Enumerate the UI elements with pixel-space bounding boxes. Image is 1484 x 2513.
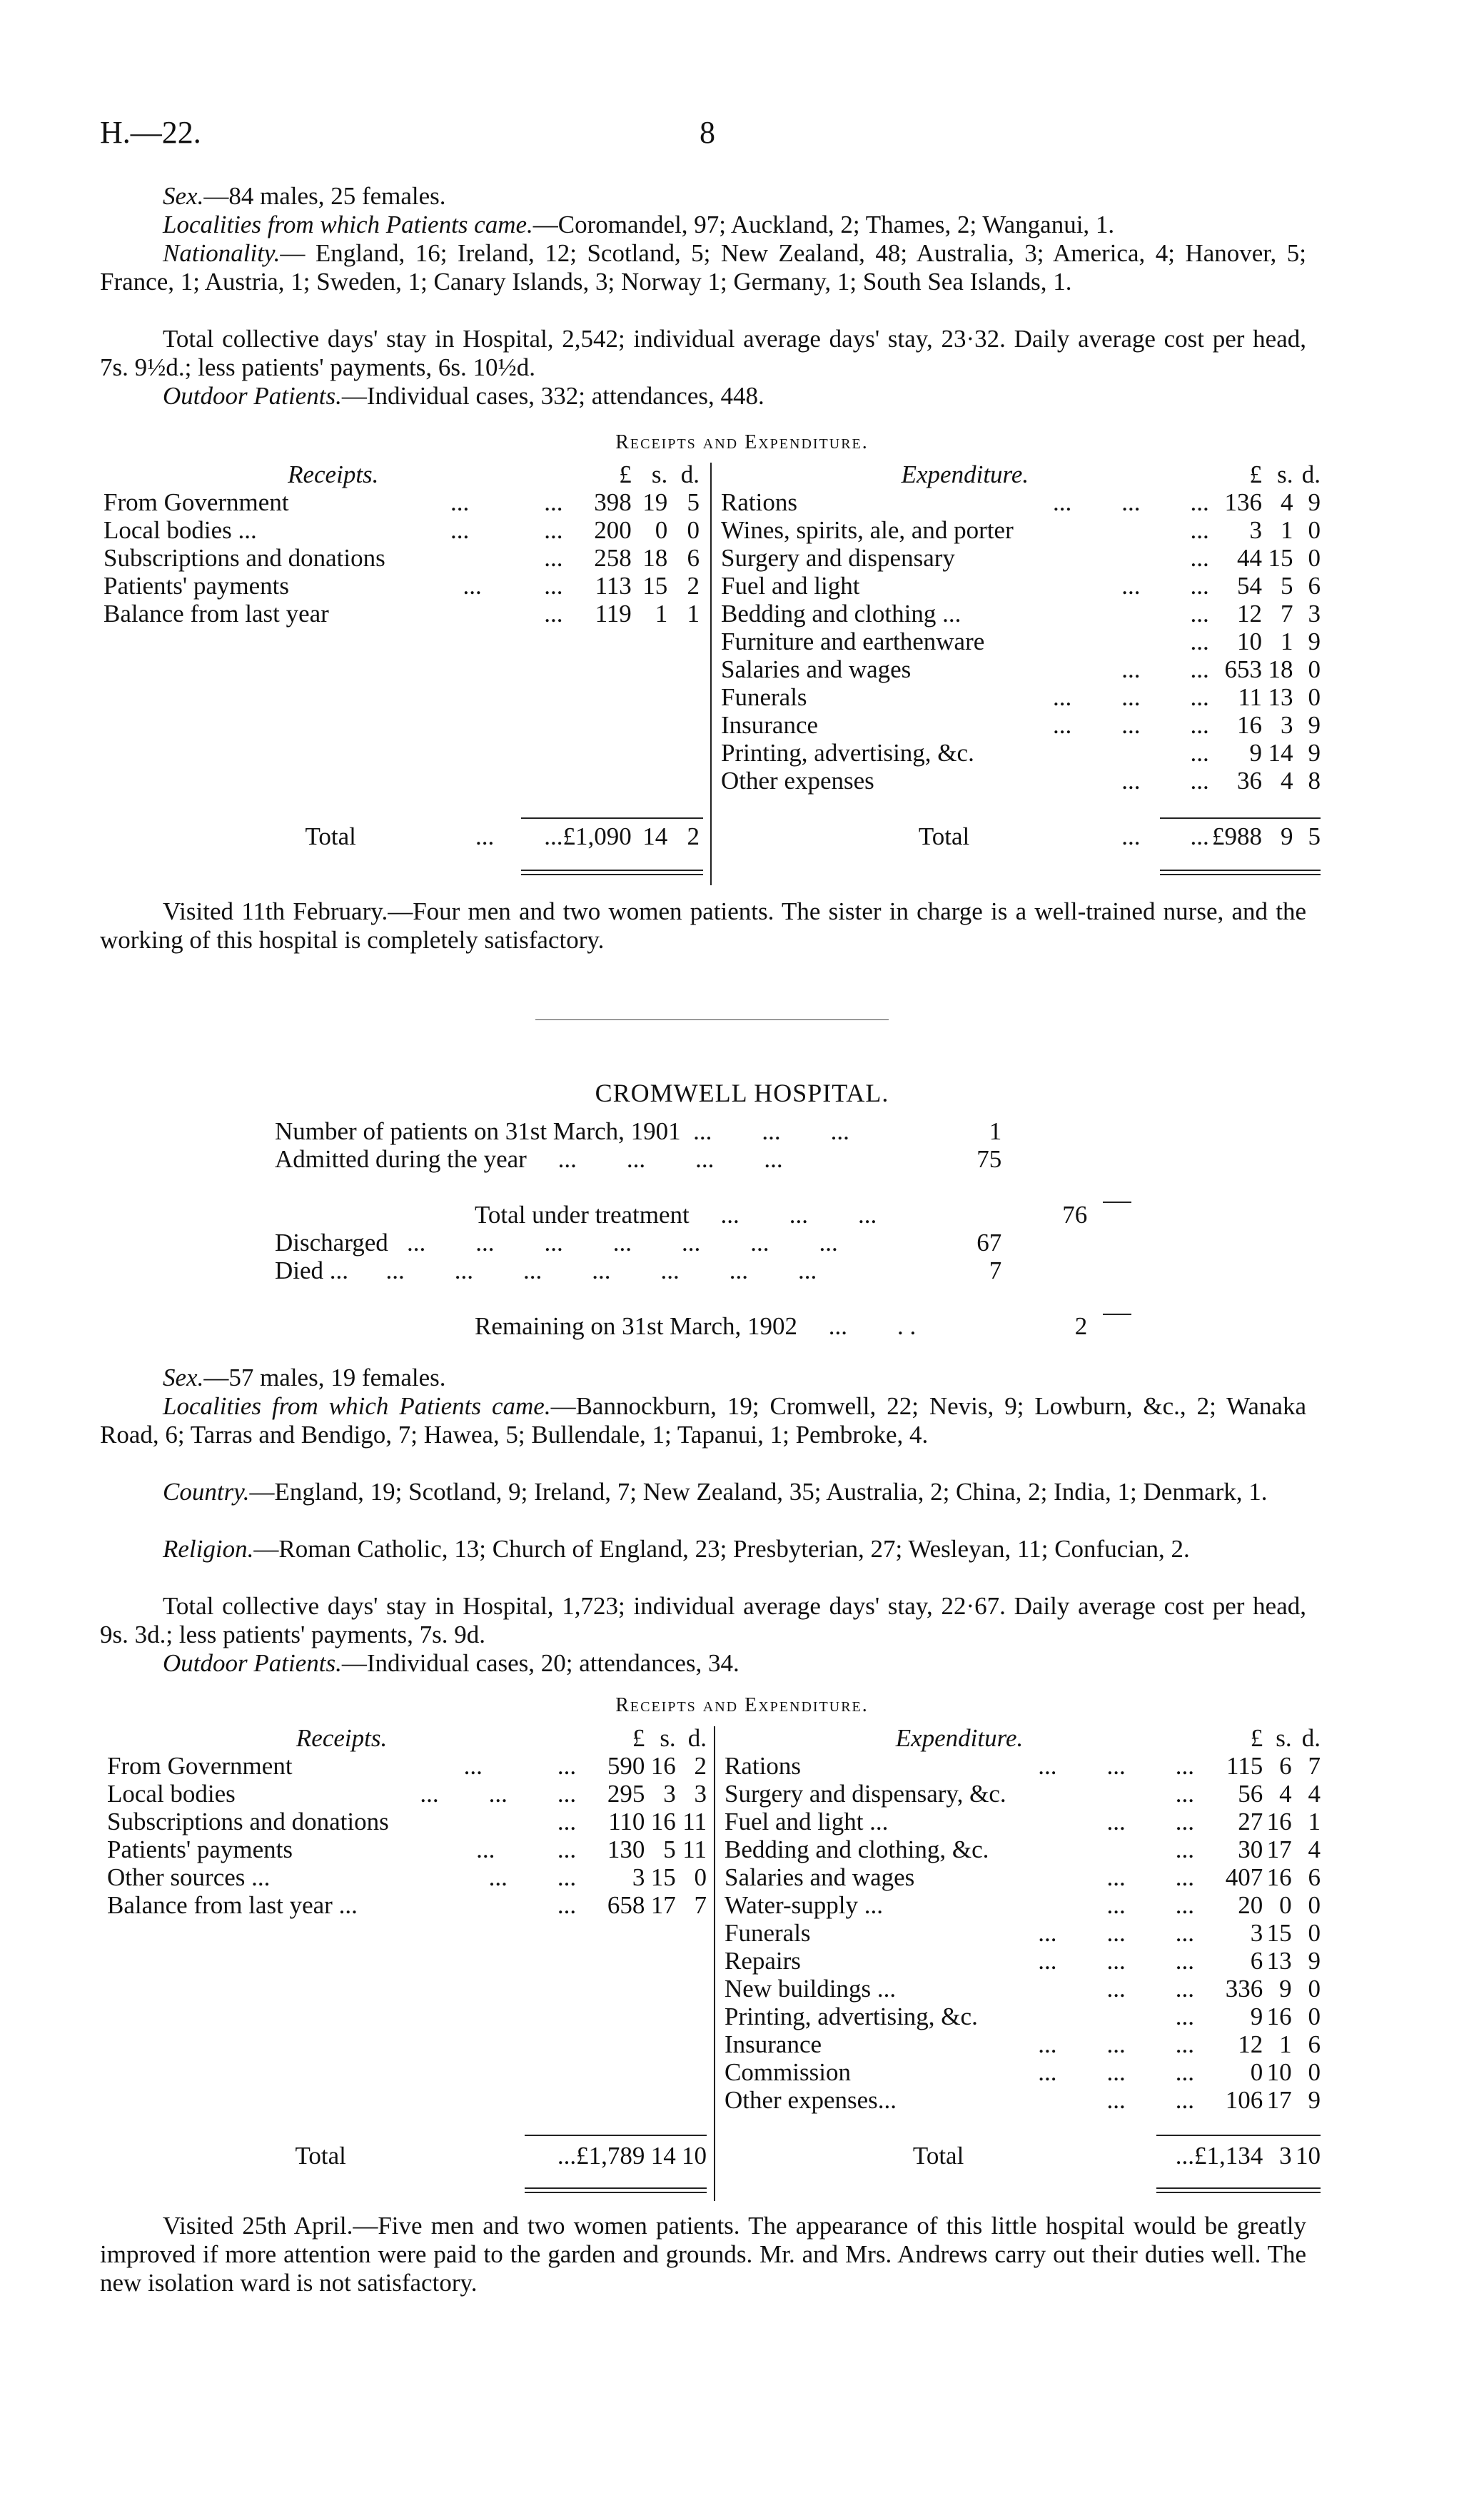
shillings: 6 [1279,1752,1292,1780]
shillings: 18 [642,544,668,572]
shillings: 4 [1279,1780,1292,1808]
total-row [107,2142,707,2170]
account-row [725,2003,1321,2030]
pounds: 27 [1238,1808,1263,1835]
pounds: 200 [594,516,632,544]
pounds: 590 [607,1752,645,1780]
pence: 0 [694,1863,707,1891]
account-row [725,1808,1321,1835]
pence: 9 [1308,628,1321,655]
stat-row: Remaining on 31st March, 1902 ... . . 2 [475,1312,1088,1340]
leader-dots: ... ... ... [1053,711,1209,739]
pence: 8 [1308,767,1321,795]
leader-dots: ... ... [475,822,563,850]
leader-dots: ... ... [450,516,563,544]
account-label: Subscriptions and donations [104,544,385,572]
leader-dots: ... ... [1106,2086,1194,2114]
pounds: 110 [608,1808,645,1835]
account-label: Balance from last year ... [107,1891,358,1919]
pence: 6 [1308,1863,1321,1891]
account-label: Furniture and earthenware [721,628,985,655]
pounds: 130 [607,1835,645,1863]
shillings: 19 [642,488,668,516]
total-shillings: 9 [1281,822,1293,850]
shillings: 3 [1281,711,1293,739]
account-row [725,1863,1321,1891]
pounds: 12 [1237,600,1263,628]
leader-dots: ... ... ... [1038,1752,1194,1780]
account-label: New buildings ... [725,1975,897,2003]
total-row [725,2142,1321,2170]
sex-line: Sex.—84 males, 25 females. [163,182,446,210]
stat-row: Total under treatment ... ... ... 76 [475,1201,1088,1229]
shillings: 15 [642,572,668,600]
shillings: 4 [1281,767,1293,795]
column-heading: Expenditure. [901,460,1029,488]
account-row [104,600,700,628]
column-heading: Receipts. [288,460,379,488]
total-shillings: 14 [650,2142,676,2170]
pence-header: d. [1301,460,1321,488]
shillings: 15 [1268,544,1293,572]
shillings: 5 [1281,572,1293,600]
account-label: Surgery and dispensary [721,544,955,572]
account-row [107,1863,707,1891]
total-pounds: £1,134 [1193,2142,1263,2170]
shillings-header: s. [651,460,668,488]
total-rule [525,2135,707,2136]
pence-header: d. [680,460,700,488]
leader-dots: ... ... ... [1053,488,1209,516]
leader-dots: ... ... [1106,1891,1194,1919]
outdoor-line: Outdoor Patients.—Individual cases, 332; attendances, 448. [163,382,764,410]
subtotal-rule [1103,1314,1131,1315]
total-shillings: 3 [1279,2142,1292,2170]
account-row [725,2086,1321,2114]
leader-dots: ... [1190,544,1209,572]
pounds: 20 [1238,1891,1263,1919]
leader-dots: ... [557,1808,577,1835]
page-number: 8 [700,115,715,150]
pence: 11 [682,1835,707,1863]
shillings: 13 [1266,1947,1292,1975]
shillings: 13 [1268,683,1293,711]
total-label: Total [918,822,970,850]
pounds: 3 [632,1863,645,1891]
account-label: Other expenses [721,767,874,795]
total-pounds: £988 [1212,822,1263,850]
shillings: 14 [1268,739,1293,767]
shillings: 15 [1266,1919,1292,1947]
account-row [107,1780,707,1808]
account-row [721,767,1321,795]
pounds: 0 [1250,2058,1263,2086]
double-rule [525,2187,707,2193]
account-row [104,516,700,544]
pounds: 36 [1237,767,1263,795]
expenditure-table [721,460,1321,850]
account-row [721,711,1321,739]
pence-header: d. [1301,1724,1321,1752]
account-row [725,1835,1321,1863]
pence: 0 [1308,655,1321,683]
stat-row: Number of patients on 31st March, 1901 ... ... ... 1 [275,1117,1002,1145]
pounds: 44 [1237,544,1263,572]
pence: 9 [1308,2086,1321,2114]
visited-paragraph: Visited 11th February.—Four men and two women patients. The sister in charge is a well-trained nurse, and the working of this hospital is completely satisfactory. [100,897,1306,954]
account-label: Insurance [721,711,819,739]
center-rule [710,463,712,885]
shillings: 16 [650,1808,676,1835]
account-row [721,488,1321,516]
total-rule [521,817,703,819]
account-row [725,2030,1321,2058]
leader-dots: ... ... ... [1038,2058,1194,2086]
leader-dots: ... ... [1106,1863,1194,1891]
leader-dots: ... ... [463,1752,577,1780]
account-label: Surgery and dispensary, &c. [725,1780,1006,1808]
total-shillings: 14 [642,822,668,850]
localities-paragraph: Localities from which Patients came.—Bannockburn, 19; Cromwell, 22; Nevis, 9; Lowburn, &c., 2; Wanaka Road, 6; Tarras and Bendigo, 7; Hawea, 5; Bullendale, 1; Tapanui, 1; Pembroke, 4. [100,1392,1306,1449]
shillings: 16 [1266,1863,1292,1891]
total-pence: 2 [687,822,700,850]
account-label: From Government [107,1752,293,1780]
pounds: 3 [1250,1919,1263,1947]
leader-dots: ... [1190,600,1209,628]
leader-dots: ... [1190,516,1209,544]
account-label: Other sources ... [107,1863,271,1891]
shillings-header: s. [1276,1724,1292,1752]
pence: 0 [1308,2058,1321,2086]
column-heading: Expenditure. [895,1724,1024,1752]
pounds: 12 [1238,2030,1263,2058]
localities-line: Localities from which Patients came.—Coromandel, 97; Auckland, 2; Thames, 2; Wanganui, 1. [163,211,1115,238]
account-row [725,1919,1321,1947]
shillings-header: s. [1277,460,1293,488]
total-label: Total [305,822,356,850]
leader-dots: ... [544,544,563,572]
account-row [721,683,1321,711]
pounds: 3 [1249,516,1263,544]
account-label: Water-supply ... [725,1891,883,1919]
column-header-row [107,1724,707,1752]
account-label: Funerals [721,683,807,711]
leader-dots: ... ... [1106,1975,1194,2003]
leader-dots: ... [1190,739,1209,767]
stat-row: Died ... ... ... ... ... ... ... ... 7 [275,1256,1002,1284]
column-header-row [104,460,700,488]
leader-dots: ... [1175,2142,1194,2170]
pence: 0 [687,516,700,544]
pounds: 106 [1225,2086,1263,2114]
shillings: 7 [1281,600,1293,628]
leader-dots: ... [1175,1780,1194,1808]
double-rule [1160,870,1321,875]
pence: 3 [694,1780,707,1808]
total-label: Total [295,2142,346,2170]
shillings: 17 [1266,2086,1292,2114]
column-header-row [725,1724,1321,1752]
account-row [721,516,1321,544]
total-rule [1156,2135,1321,2136]
account-row [721,544,1321,572]
stat-row: Discharged ... ... ... ... ... ... ... 67 [275,1229,1002,1256]
total-pounds: £1,789 [576,2142,645,2170]
account-row [104,488,700,516]
pounds-header: £ [619,460,632,488]
account-label: Funerals [725,1919,811,1947]
shillings: 5 [663,1835,676,1863]
pence: 0 [1308,1975,1321,2003]
pence: 0 [1308,516,1321,544]
leader-dots: ... ... ... [1038,1919,1194,1947]
total-pence: 5 [1308,822,1321,850]
total-row [104,822,700,850]
country-paragraph: Country.—England, 19; Scotland, 9; Ireland, 7; New Zealand, 35; Australia, 2; China, 2; India, 1; Denmark, 1. [163,1478,1268,1506]
account-label: Patients' payments [107,1835,293,1863]
account-row [721,600,1321,628]
pence: 0 [1308,1891,1321,1919]
account-row [104,572,700,600]
pounds: 398 [594,488,632,516]
account-row [721,572,1321,600]
account-label: Repairs [725,1947,801,1975]
pounds: 113 [595,572,632,600]
leader-dots: ... ... [476,1835,577,1863]
shillings: 15 [650,1863,676,1891]
account-row [721,655,1321,683]
pence: 0 [1308,544,1321,572]
shillings: 16 [1266,2003,1292,2030]
shillings: 0 [1279,1891,1292,1919]
pounds: 336 [1225,1975,1263,2003]
subtotal-rule [1103,1202,1131,1203]
pence-header: d. [687,1724,707,1752]
leader-dots: ... ... [1121,572,1209,600]
double-rule [521,870,703,875]
pounds: 658 [607,1891,645,1919]
expenditure-table [725,1724,1321,2170]
total-label: Total [912,2142,964,2170]
shillings: 18 [1268,655,1293,683]
column-header-row [721,460,1321,488]
pounds: 295 [607,1780,645,1808]
total-rule [1160,817,1321,819]
leader-dots: ... [557,1891,577,1919]
shillings: 1 [1281,628,1293,655]
pounds-header: £ [1249,460,1263,488]
shillings: 1 [1279,2030,1292,2058]
pence: 6 [1308,2030,1321,2058]
outdoor-line: Outdoor Patients.—Individual cases, 20; attendances, 34. [163,1649,740,1677]
shillings: 4 [1281,488,1293,516]
leader-dots: ... ... [488,1863,577,1891]
account-row [721,739,1321,767]
column-heading: Receipts. [296,1724,388,1752]
shillings: 0 [655,516,668,544]
shillings: 1 [655,600,668,628]
stat-row: Admitted during the year ... ... ... ... 75 [275,1145,1002,1173]
pence: 9 [1308,739,1321,767]
pence: 2 [694,1752,707,1780]
stay-paragraph: Total collective days' stay in Hospital, 1,723; individual average days' stay, 22·67. Daily average cost per head, 9s. 3d.; less patients' payments, 7s. 9d. [100,1592,1306,1648]
pence: 11 [682,1808,707,1835]
receipts-table [107,1724,707,2170]
receipts-table [104,460,700,850]
pounds: 6 [1250,1947,1263,1975]
stay-paragraph: Total collective days' stay in Hospital, 2,542; individual average days' stay, 23·32. Daily average cost per head, 7s. 9½d.; less patients' payments, 6s. 10½d. [100,325,1306,381]
leader-dots: ... ... ... [1038,2030,1194,2058]
leader-dots: ... [557,2142,577,2170]
shillings: 16 [1266,1808,1292,1835]
pence: 4 [1308,1780,1321,1808]
account-label: Salaries and wages [721,655,912,683]
account-row [104,544,700,572]
pounds: 11 [1238,683,1263,711]
account-label: Printing, advertising, &c. [721,739,974,767]
account-label: Subscriptions and donations [107,1808,389,1835]
account-label: Salaries and wages [725,1863,915,1891]
account-label: Bedding and clothing ... [721,600,961,628]
account-label: Local bodies [107,1780,236,1808]
account-row [721,628,1321,655]
account-label: Wines, spirits, ale, and porter [721,516,1014,544]
leader-dots: ... ... ... [420,1780,577,1808]
leader-dots: ... [1190,628,1209,655]
account-label: Fuel and light [721,572,860,600]
pence: 5 [687,488,700,516]
pence: 7 [694,1891,707,1919]
shillings: 16 [650,1752,676,1780]
pence: 6 [1308,572,1321,600]
account-label: Insurance [725,2030,822,2058]
pence: 9 [1308,488,1321,516]
leader-dots: ... ... ... [1038,1947,1194,1975]
leader-dots: ... [1175,2003,1194,2030]
pence: 2 [687,572,700,600]
pence: 9 [1308,1947,1321,1975]
pounds: 56 [1238,1780,1263,1808]
pounds: 407 [1225,1863,1263,1891]
account-label: Fuel and light ... [725,1808,889,1835]
pence: 9 [1308,711,1321,739]
leader-dots: ... ... [1121,767,1209,795]
pounds: 119 [595,600,632,628]
total-pounds: £1,090 [562,822,632,850]
shillings: 17 [1266,1835,1292,1863]
sex-line: Sex.—57 males, 19 females. [163,1364,446,1391]
accounts-title: Receipts and Expenditure. [615,431,869,453]
shillings: 9 [1279,1975,1292,2003]
shillings: 17 [650,1891,676,1919]
pounds-header: £ [1250,1724,1263,1752]
total-row [721,822,1321,850]
pence: 0 [1308,2003,1321,2030]
pounds: 30 [1238,1835,1263,1863]
account-label: Printing, advertising, &c. [725,2003,978,2030]
account-label: Bedding and clothing, &c. [725,1835,989,1863]
account-row [725,1752,1321,1780]
pence: 0 [1308,683,1321,711]
pence: 7 [1308,1752,1321,1780]
hospital-title: CROMWELL HOSPITAL. [595,1079,889,1107]
double-rule [1156,2187,1321,2193]
account-label: Rations [725,1752,801,1780]
pounds-header: £ [632,1724,645,1752]
pence: 4 [1308,1835,1321,1863]
religion-paragraph: Religion.—Roman Catholic, 13; Church of England, 23; Presbyterian, 27; Wesleyan, 11; Confucian, 2. [163,1535,1190,1563]
leader-dots: ... ... [1106,1808,1194,1835]
account-row [107,1835,707,1863]
visited-paragraph: Visited 25th April.—Five men and two women patients. The appearance of this little hospital would be greatly improved if more attention were paid to the garden and grounds. Mr. and Mrs. Andrews carry out their duties well. The new isolation ward is not satisfactory. [100,2212,1306,2297]
pounds: 16 [1237,711,1263,739]
leader-dots: ... ... [1121,655,1209,683]
account-row [725,2058,1321,2086]
pounds: 115 [1226,1752,1263,1780]
account-label: Rations [721,488,797,516]
pounds: 258 [594,544,632,572]
pounds: 9 [1249,739,1263,767]
pounds: 653 [1224,655,1263,683]
shillings: 10 [1266,2058,1292,2086]
account-label: Other expenses... [725,2086,897,2114]
shillings: 1 [1281,516,1293,544]
account-label: Commission [725,2058,851,2086]
pounds: 54 [1237,572,1263,600]
account-label: From Government [104,488,289,516]
total-pence: 10 [682,2142,707,2170]
account-row [107,1752,707,1780]
account-row [107,1891,707,1919]
nationality-paragraph: Nationality.— England, 16; Ireland, 12; Scotland, 5; New Zealand, 48; Australia, 3; America, 4; Hanover, 5; France, 1; Austria, 1; Sweden, 1; Canary Islands, 3; Norway 1; Germany, 1; South Sea Islands, 1. [100,239,1306,296]
shillings: 3 [663,1780,676,1808]
pence: 1 [687,600,700,628]
pounds: 10 [1237,628,1263,655]
leader-dots: ... ... [1121,822,1209,850]
leader-dots: ... ... [450,488,563,516]
account-label: Local bodies ... [104,516,257,544]
center-rule [714,1726,715,2201]
leader-dots: ... [1175,1835,1194,1863]
account-label: Balance from last year [104,600,329,628]
leader-dots: ... ... ... [1053,683,1209,711]
account-row [725,1891,1321,1919]
pence: 0 [1308,1919,1321,1947]
account-label: Patients' payments [104,572,290,600]
leader-dots: ... ... [463,572,563,600]
section-divider [535,1019,889,1020]
account-row [725,1975,1321,2003]
accounts-title: Receipts and Expenditure. [615,1694,869,1716]
pence: 3 [1308,600,1321,628]
pounds: 136 [1224,488,1263,516]
account-row [107,1808,707,1835]
pounds: 9 [1250,2003,1263,2030]
total-pence: 10 [1296,2142,1321,2170]
leader-dots: ... [544,600,563,628]
page-ref: H.—22. [100,115,201,150]
account-row [725,1780,1321,1808]
pence: 6 [687,544,700,572]
patient-statistics [275,1117,1203,1340]
account-row [725,1947,1321,1975]
shillings-header: s. [660,1724,676,1752]
pence: 1 [1308,1808,1321,1835]
